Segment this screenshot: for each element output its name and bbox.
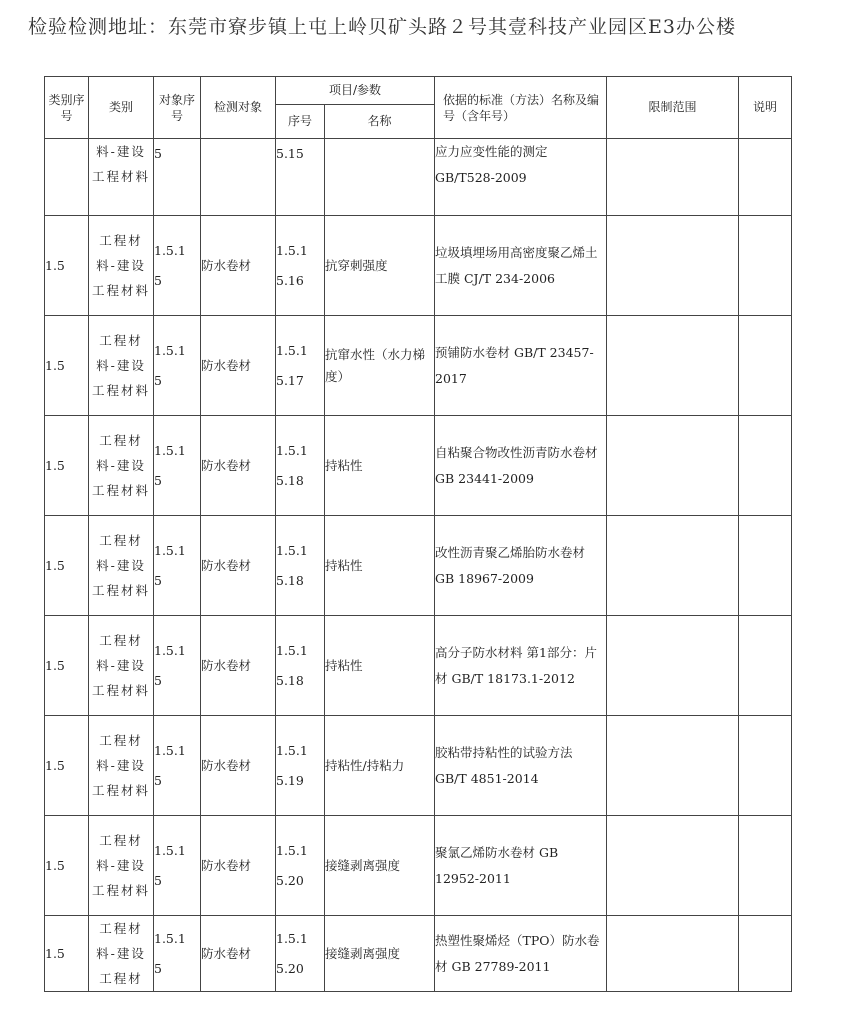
item-seq-cell: 1.5.1 5.18 <box>276 416 325 516</box>
item-seq-cell: 1.5.1 5.20 <box>276 916 325 992</box>
class-seq-cell: 1.5 <box>45 216 89 316</box>
limit-cell <box>607 516 739 616</box>
table-row <box>45 616 792 716</box>
limit-cell <box>607 316 739 416</box>
object-seq-cell: 1.5.1 5 <box>154 416 201 516</box>
item-seq-cell: 5.15 <box>276 139 325 216</box>
item-name-cell <box>325 139 435 216</box>
item-seq-cell: 1.5.1 5.20 <box>276 816 325 916</box>
table-row <box>45 216 792 316</box>
class-seq-cell: 1.5 <box>45 816 89 916</box>
col-item-group: 项目/参数 <box>276 77 435 105</box>
item-name-cell: 持粘性 <box>325 516 435 616</box>
standard-cell: 预铺防水卷材 GB/T 23457-2017 <box>435 316 607 416</box>
standard-cell: 胶粘带持粘性的试验方法 GB/T 4851-2014 <box>435 716 607 816</box>
standard-cell: 改性沥青聚乙烯胎防水卷材 GB 18967-2009 <box>435 516 607 616</box>
table-body <box>45 139 792 992</box>
item-seq-cell: 1.5.1 5.16 <box>276 216 325 316</box>
object-seq-cell: 1.5.1 5 <box>154 916 201 992</box>
item-seq-cell: 1.5.1 5.18 <box>276 616 325 716</box>
item-name-cell: 抗穿刺强度 <box>325 216 435 316</box>
object-cell: 防水卷材 <box>201 316 276 416</box>
col-limit: 限制范围 <box>607 77 739 139</box>
class-cell: 工程材料-建设工程材料 <box>89 316 154 416</box>
item-name-cell: 持粘性/持粘力 <box>325 716 435 816</box>
class-cell: 工程材料-建设工程材 <box>89 916 154 992</box>
table-row <box>45 716 792 816</box>
class-seq-cell: 1.5 <box>45 616 89 716</box>
header-row <box>45 77 792 105</box>
limit-cell <box>607 416 739 516</box>
item-name-cell: 持粘性 <box>325 416 435 516</box>
table-row <box>45 139 792 216</box>
item-seq-cell: 1.5.1 5.17 <box>276 316 325 416</box>
address-heading: 检验检测地址：东莞市寮步镇上屯上岭贝矿头路２号其壹科技产业园区E3办公楼 <box>28 16 736 38</box>
standard-cell: 聚氯乙烯防水卷材 GB 12952-2011 <box>435 816 607 916</box>
col-object: 检测对象 <box>201 77 276 139</box>
table-row <box>45 316 792 416</box>
standard-cell: 热塑性聚烯烃（TPO）防水卷材 GB 27789-2011 <box>435 916 607 992</box>
object-seq-cell: 1.5.1 5 <box>154 516 201 616</box>
class-cell: 料-建设工程材料 <box>89 139 154 216</box>
class-seq-cell: 1.5 <box>45 416 89 516</box>
standard-cell: 应力应变性能的测定GB/T528-2009 <box>435 139 607 216</box>
class-seq-cell: 1.5 <box>45 716 89 816</box>
note-cell <box>739 316 792 416</box>
note-cell <box>739 616 792 716</box>
item-name-cell: 抗窜水性（水力梯度） <box>325 316 435 416</box>
item-name-cell: 接缝剥离强度 <box>325 916 435 992</box>
limit-cell <box>607 616 739 716</box>
accreditation-table <box>44 76 792 992</box>
note-cell <box>739 416 792 516</box>
col-item-seq: 序号 <box>276 105 325 139</box>
class-cell: 工程材料-建设工程材料 <box>89 416 154 516</box>
item-name-cell: 持粘性 <box>325 616 435 716</box>
col-note: 说明 <box>739 77 792 139</box>
object-cell: 防水卷材 <box>201 216 276 316</box>
object-cell: 防水卷材 <box>201 416 276 516</box>
table-row <box>45 516 792 616</box>
note-cell <box>739 816 792 916</box>
class-seq-cell: 1.5 <box>45 316 89 416</box>
object-cell: 防水卷材 <box>201 916 276 992</box>
limit-cell <box>607 916 739 992</box>
class-seq-cell <box>45 139 89 216</box>
object-cell: 防水卷材 <box>201 516 276 616</box>
object-seq-cell: 1.5.1 5 <box>154 616 201 716</box>
limit-cell <box>607 216 739 316</box>
col-class-seq: 类别序号 <box>45 77 89 139</box>
class-cell: 工程材料-建设工程材料 <box>89 616 154 716</box>
object-cell: 防水卷材 <box>201 716 276 816</box>
standard-cell: 垃圾填埋场用高密度聚乙烯土工膜 CJ/T 234-2006 <box>435 216 607 316</box>
class-seq-cell: 1.5 <box>45 516 89 616</box>
note-cell <box>739 716 792 816</box>
item-seq-cell: 1.5.1 5.18 <box>276 516 325 616</box>
table-row <box>45 416 792 516</box>
limit-cell <box>607 816 739 916</box>
object-seq-cell: 1.5.1 5 <box>154 716 201 816</box>
note-cell <box>739 516 792 616</box>
limit-cell <box>607 716 739 816</box>
table-row <box>45 916 792 992</box>
class-cell: 工程材料-建设工程材料 <box>89 716 154 816</box>
standard-cell: 自粘聚合物改性沥青防水卷材 GB 23441-2009 <box>435 416 607 516</box>
col-class: 类别 <box>89 77 154 139</box>
item-seq-cell: 1.5.1 5.19 <box>276 716 325 816</box>
table-row <box>45 816 792 916</box>
standard-cell: 高分子防水材料 第1部分：片材 GB/T 18173.1-2012 <box>435 616 607 716</box>
object-seq-cell: 5 <box>154 139 201 216</box>
col-standard: 依据的标准（方法）名称及编号（含年号） <box>435 77 607 139</box>
object-cell: 防水卷材 <box>201 616 276 716</box>
class-cell: 工程材料-建设工程材料 <box>89 216 154 316</box>
class-cell: 工程材料-建设工程材料 <box>89 816 154 916</box>
item-name-cell: 接缝剥离强度 <box>325 816 435 916</box>
note-cell <box>739 139 792 216</box>
class-seq-cell: 1.5 <box>45 916 89 992</box>
object-cell: 防水卷材 <box>201 816 276 916</box>
col-item-name: 名称 <box>325 105 435 139</box>
limit-cell <box>607 139 739 216</box>
object-seq-cell: 1.5.1 5 <box>154 316 201 416</box>
class-cell: 工程材料-建设工程材料 <box>89 516 154 616</box>
note-cell <box>739 916 792 992</box>
object-seq-cell: 1.5.1 5 <box>154 216 201 316</box>
object-cell <box>201 139 276 216</box>
note-cell <box>739 216 792 316</box>
col-object-seq: 对象序号 <box>154 77 201 139</box>
object-seq-cell: 1.5.1 5 <box>154 816 201 916</box>
